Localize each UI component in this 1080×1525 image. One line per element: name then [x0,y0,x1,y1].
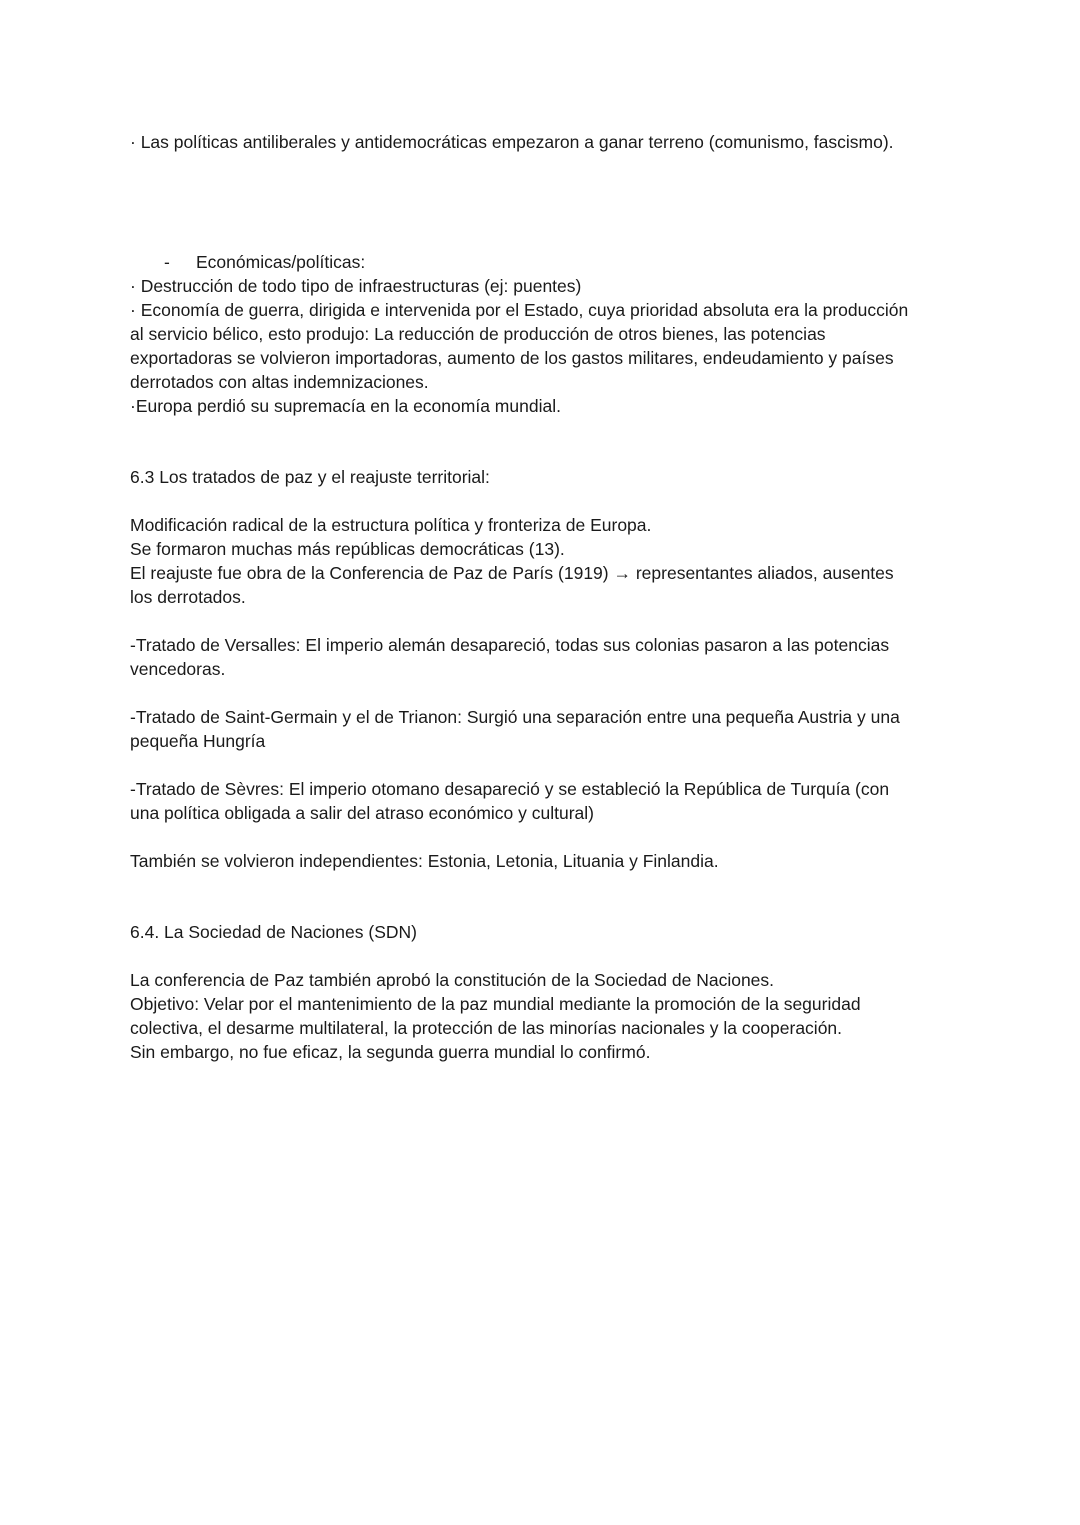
tratado-versalles [130,633,960,681]
economic-bullet-2-line-3: exportadoras se volvieron importadoras, aumento de los gastos militares, endeudamiento y países [130,348,894,368]
economic-bullet-2-line-4: derrotados con altas indemnizaciones. [130,372,429,392]
section-6-3-title [130,465,960,489]
section-6-4-line-2: Objetivo: Velar por el mantenimiento de la paz mundial mediante la promoción de la seguridad [130,994,861,1014]
economic-bullet-1: · Destrucción de todo tipo de infraestructuras (ej: puentes) [130,276,582,296]
tratado-saint-germain [130,705,960,753]
section-6-3-intro [130,513,960,609]
economic-bullets [130,274,960,418]
intro-bullet-text: · Las políticas antiliberales y antidemocráticas empezaron a ganar terreno (comunismo, fascismo). [130,132,894,152]
independientes-text: También se volvieron independientes: Estonia, Letonia, Lituania y Finlandia. [130,851,719,871]
section-6-4-line-1: La conferencia de Paz también aprobó la constitución de la Sociedad de Naciones. [130,970,775,990]
tratado-versalles-line-2: vencedoras. [130,659,226,679]
economic-heading-dash: - [164,252,170,272]
section-6-4-line-4: Sin embargo, no fue eficaz, la segunda guerra mundial lo confirmó. [130,1042,651,1062]
tratado-sevres [130,777,960,825]
section-6-3-title-text: 6.3 Los tratados de paz y el reajuste territorial: [130,467,490,487]
tratado-sevres-line-2: una política obligada a salir del atraso económico y cultural) [130,803,595,823]
economic-heading-text: Económicas/políticas: [196,252,366,272]
section-6-4-line-3: colectiva, el desarme multilateral, la protección de las minorías nacionales y la cooperación. [130,1018,843,1038]
section-6-3-intro-line-3: El reajuste fue obra de la Conferencia de Paz de París (1919) → representantes aliados, ausentes [130,563,894,583]
section-6-3-intro-line-1: Modificación radical de la estructura política y fronteriza de Europa. [130,515,652,535]
economic-heading [130,250,960,274]
intro-bullet [130,130,960,154]
independientes [130,849,960,873]
tratado-saint-germain-line-2: pequeña Hungría [130,731,266,751]
section-6-4-title [130,920,960,944]
tratado-sevres-line-1: -Tratado de Sèvres: El imperio otomano desapareció y se estableció la República de Turquía (con [130,779,890,799]
tratado-versalles-line-1: -Tratado de Versalles: El imperio alemán desapareció, todas sus colonias pasaron a las potencias [130,635,890,655]
tratado-saint-germain-line-1: -Tratado de Saint-Germain y el de Trianon: Surgió una separación entre una pequeña Austria y una [130,707,900,727]
section-6-3-intro-line-4: los derrotados. [130,587,246,607]
economic-bullet-2-line-2: al servicio bélico, esto produjo: La reducción de producción de otros bienes, las potencias [130,324,826,344]
section-6-4-body [130,968,960,1064]
section-6-3-intro-line-2: Se formaron muchas más repúblicas democráticas (13). [130,539,565,559]
economic-bullet-2-line-1: · Economía de guerra, dirigida e intervenida por el Estado, cuya prioridad absoluta era la producción [130,300,909,320]
economic-bullet-3: ·Europa perdió su supremacía en la economía mundial. [130,396,561,416]
section-6-4-title-text: 6.4. La Sociedad de Naciones (SDN) [130,922,417,942]
